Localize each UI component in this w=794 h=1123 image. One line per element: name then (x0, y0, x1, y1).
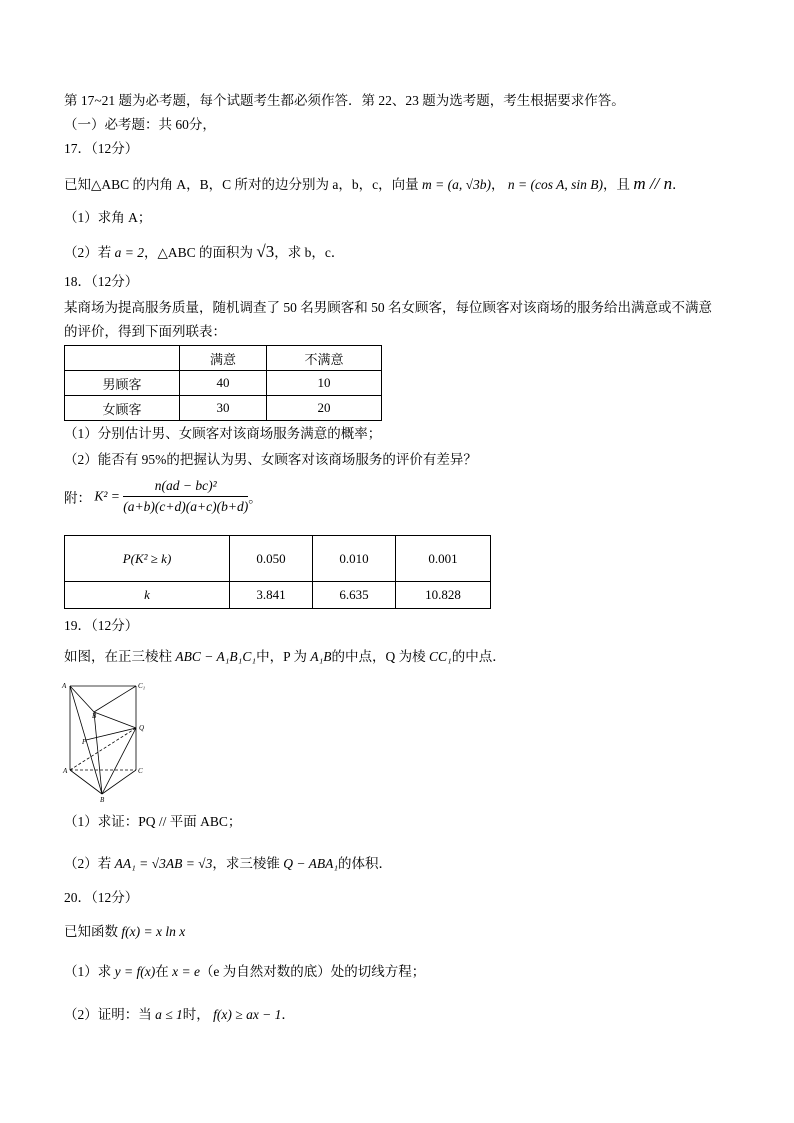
segment-pq (86, 728, 136, 740)
prism-figure (60, 678, 154, 804)
formula-numerator: n(ad − bc)² (123, 478, 248, 497)
q19-header: 19．（12分） (64, 618, 139, 633)
q19-part2-text: （2）若 (64, 856, 112, 871)
q19-stem-text: 如图，在正三棱柱 (64, 649, 172, 664)
q19-stem (64, 648, 506, 666)
function-expression: y = f(x) (114, 964, 156, 979)
prism-name: ABC − A₁B₁C₁ (175, 649, 257, 664)
q17-part2 (64, 243, 344, 262)
label-b1: B (92, 712, 97, 720)
table-cell: P(K² ≥ k) (65, 536, 230, 582)
label-p: P (82, 738, 87, 746)
q18-stem-line1: 某商场为提高服务质量，随机调查了 50 名男顾客和 50 名女顾客，每位顾客对该商场的服务给出满意或不满意 (64, 300, 712, 315)
q18-part2: （2）能否有 95%的把握认为男、女顾客对该商场服务的评价有差异？ (64, 452, 477, 467)
q20-stem (64, 923, 185, 941)
contingency-table (64, 345, 382, 421)
q17-stem-text: 已知△ABC 的内角 A，B，C 所对的边分别为 a，b，c，向量 (64, 177, 419, 192)
q20-part1-text-3: （e 为自然对数的底）处的切线方程； (199, 964, 426, 979)
inequality: f(x) ≥ ax − 1 (213, 1007, 282, 1022)
q19-part2 (64, 855, 392, 873)
table-cell: 6.635 (313, 582, 396, 609)
table-cell: 10.828 (396, 582, 491, 609)
table-cell: 0.001 (396, 536, 491, 582)
segment-cc1: CC₁ (429, 649, 452, 664)
q19-condition: AA₁ = √3AB = √3 (114, 856, 213, 871)
label-q: Q (139, 724, 145, 732)
q20-part1 (64, 963, 425, 981)
q20-part2-text: （2）证明：当 (64, 1007, 152, 1022)
edge (94, 686, 136, 712)
label-c1: C₁ (138, 682, 146, 690)
separator: ， (491, 177, 505, 192)
edge (70, 770, 102, 794)
formula-prefix: 附： (64, 490, 91, 506)
q17-header: 17．（12分） (64, 141, 139, 156)
hidden-edge (70, 728, 136, 770)
edge (102, 728, 136, 794)
x-value: x = e (172, 964, 200, 979)
formula-fraction (123, 478, 248, 515)
vector-n: n = (cos A, sin B) (507, 177, 604, 192)
q17-part2-text-3: ，求 b，c． (274, 245, 345, 260)
q19-stem-text-4: 的中点． (451, 649, 506, 664)
q18-header: 18．（12分） (64, 274, 139, 289)
q20-condition: a ≤ 1 (155, 1007, 183, 1022)
label-a1: A (62, 682, 67, 690)
formula-lhs: K² = (94, 488, 120, 504)
pyramid-name: Q − ABA₁ (283, 856, 339, 871)
table-row (65, 371, 382, 396)
table-cell: 40 (180, 371, 267, 396)
table-row (65, 582, 491, 609)
table-cell: 3.841 (230, 582, 313, 609)
label-c: C (138, 767, 143, 775)
q20-part1-text-2: 在 (155, 964, 169, 979)
segment-a1b: A₁B (310, 649, 332, 664)
q17-stem-text-2: ，且 (603, 177, 631, 192)
edge (102, 770, 136, 794)
area-value: √3 (256, 242, 275, 261)
period: ． (672, 177, 686, 192)
q20-part2-text-2: 时， (182, 1007, 210, 1022)
critical-value-table (64, 535, 491, 609)
table-header-cell: 不满意 (267, 346, 382, 371)
table-row (65, 536, 491, 582)
table-cell: 0.050 (230, 536, 313, 582)
q18-part1: （1）分别估计男、女顾客对该商场服务满意的概率； (64, 426, 382, 441)
q19-part2-text-3: 的体积． (338, 856, 393, 871)
table-cell: 女顾客 (65, 396, 180, 421)
table-row (65, 396, 382, 421)
q19-part1: （1）求证：PQ // 平面 ABC； (64, 814, 242, 829)
table-header-cell (65, 346, 180, 371)
q18-stem-line2: 的评价，得到下面列联表： (64, 324, 226, 339)
table-header-row (65, 346, 382, 371)
k-squared-formula (64, 478, 262, 515)
table-cell: 20 (267, 396, 382, 421)
vector-m: m = (a, √3b) (422, 177, 492, 192)
instructions-text: 第 17~21 题为必考题，每个试题考生都必须作答．第 22、23 题为选考题，考生根据要求作答。 (64, 93, 625, 108)
q17-part2-text-2: ，△ABC 的面积为 (144, 245, 254, 260)
table-cell: 10 (267, 371, 382, 396)
q17-stem (64, 175, 686, 194)
table-cell: 男顾客 (65, 371, 180, 396)
function-definition: f(x) = x ln x (121, 924, 186, 939)
formula-denominator: (a+b)(c+d)(a+c)(b+d) (123, 499, 249, 514)
label-a: A (63, 767, 68, 775)
q20-header: 20．（12分） (64, 890, 139, 905)
formula-end: 。 (248, 490, 262, 506)
table-cell: k (65, 582, 230, 609)
q19-part2-text-2: ，求三棱锥 (212, 856, 280, 871)
q20-part2 (64, 1006, 295, 1024)
q17-part2-text: （2）若 (64, 245, 112, 260)
q20-stem-text: 已知函数 (64, 924, 118, 939)
table-cell: 30 (180, 396, 267, 421)
table-header-cell: 满意 (180, 346, 267, 371)
q19-stem-text-2: 中，P 为 (256, 649, 307, 664)
q20-part1-text: （1）求 (64, 964, 112, 979)
parallel-condition: m // n (633, 174, 673, 193)
q19-stem-text-3: 的中点，Q 为棱 (331, 649, 426, 664)
table-cell: 0.010 (313, 536, 396, 582)
label-b: B (100, 796, 105, 804)
period: ． (281, 1007, 295, 1022)
section-heading: （一）必考题：共 60分， (64, 117, 216, 132)
edge (94, 712, 136, 728)
q17-part1: （1）求角 A； (64, 210, 152, 225)
q17-condition: a = 2 (114, 245, 144, 260)
